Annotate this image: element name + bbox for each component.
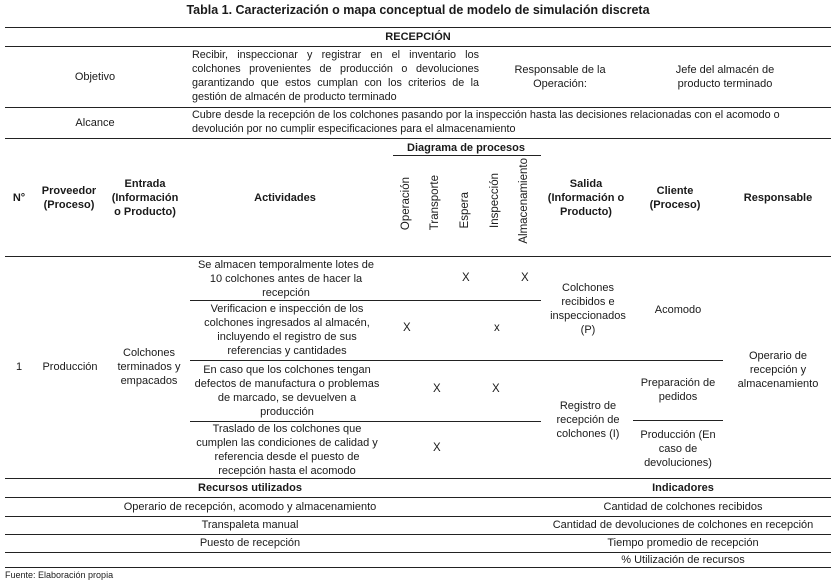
cliente-3: Producción (En caso de devoluciones) [640,429,716,469]
table-title: Tabla 1. Caracterización o mapa conceptual de modelo de simulación discreta [186,3,650,17]
header-almacenamiento: Almacenamiento [518,158,530,244]
row-responsable: Operario de recepción y almacenamiento [737,350,819,390]
header-transporte: Transporte [429,175,441,231]
mark-a1-espera: X [462,272,470,284]
header-responsable: Responsable [743,192,813,204]
row-n: 1 [15,361,23,373]
rule [633,420,723,421]
row-proveedor: Producción [42,361,98,373]
header-espera: Espera [459,192,471,229]
indicador-item: % Utilización de recursos [621,554,745,566]
objetivo-label: Objetivo [74,71,116,83]
activity-1: Se almacen temporalmente lotes de 10 colchones antes de hacer la recepción [197,259,375,299]
cliente-2: Preparación de pedidos [640,377,716,403]
header-diagrama: Diagrama de procesos [407,141,525,154]
section-title: RECEPCIÓN [385,31,451,43]
activity-4: Traslado de los colchones que cumplen las condiciones de calidad y referencia desde el puesto de recepción hasta el acomodo [196,423,378,477]
recurso-item: Puesto de recepción [199,537,301,549]
responsable-value: Jefe del almacén de producto terminado [675,64,775,90]
mark-a1-almacenamiento: X [521,272,529,284]
recurso-item: Transpaleta manual [201,519,299,531]
source-note: Fuente: Elaboración propia [5,570,114,580]
indicador-item: Cantidad de devoluciones de colchones en recepción [552,519,814,531]
mark-a3-inspeccion: X [492,383,500,395]
mark-a3-transporte: X [433,383,441,395]
header-operacion: Operación [400,177,412,231]
recurso-item: Operario de recepción, acomodo y almacenamiento [123,501,377,513]
indicador-item: Cantidad de colchones recibidos [603,501,763,513]
rule [5,567,831,568]
responsable-label: Responsable de la Operación: [514,64,606,90]
salida-1: Colchones recibidos e inspeccionados (P) [550,282,626,336]
indicadores-header: Indicadores [652,482,714,494]
header-proveedor: Proveedor (Proceso) [41,185,97,211]
mark-a2-inspeccion: x [494,322,500,334]
rule [5,138,831,139]
row-entrada: Colchones terminados y empacados [117,347,181,387]
header-inspeccion: Inspección [489,173,501,228]
mark-a2-operacion: X [403,322,411,334]
alcance-label: Alcance [75,117,115,129]
header-salida: Salida (Información o Producto) [547,178,625,218]
header-n: N° [12,192,26,204]
header-actividades: Actividades [254,192,316,204]
cliente-1: Acomodo [654,304,702,316]
objetivo-text: Recibir, inspeccionar y registrar en el inventario los colchones provenientes de producción o devoluciones garantizando que estos cumplan con los criterios de la gestión de almacén de producto terminado [192,49,479,103]
recursos-header: Recursos utilizados [198,482,302,494]
mark-a4-transporte: X [433,442,441,454]
header-cliente: Cliente (Proceso) [649,185,701,211]
rule [393,155,541,156]
indicador-item: Tiempo promedio de recepción [607,537,759,549]
salida-2: Registro de recepción de colchones (I) [556,400,620,440]
activity-3: En caso que los colchones tengan defectos de manufactura o problemas de marcado, se devuelven a producción [194,364,380,418]
activity-2: Verificacion e inspección de los colchones ingresados al almacén, incluyendo el registro de sus referencias y cantidades [204,303,370,357]
alcance-text: Cubre desde la recepción de los colchones pasando por la inspección hasta las decisiones relacionadas con el acomodo o devolución por no cumplir especificaciones para el almacenamiento [192,109,780,135]
header-entrada: Entrada (Información o Producto) [111,178,179,218]
rule [5,27,831,28]
